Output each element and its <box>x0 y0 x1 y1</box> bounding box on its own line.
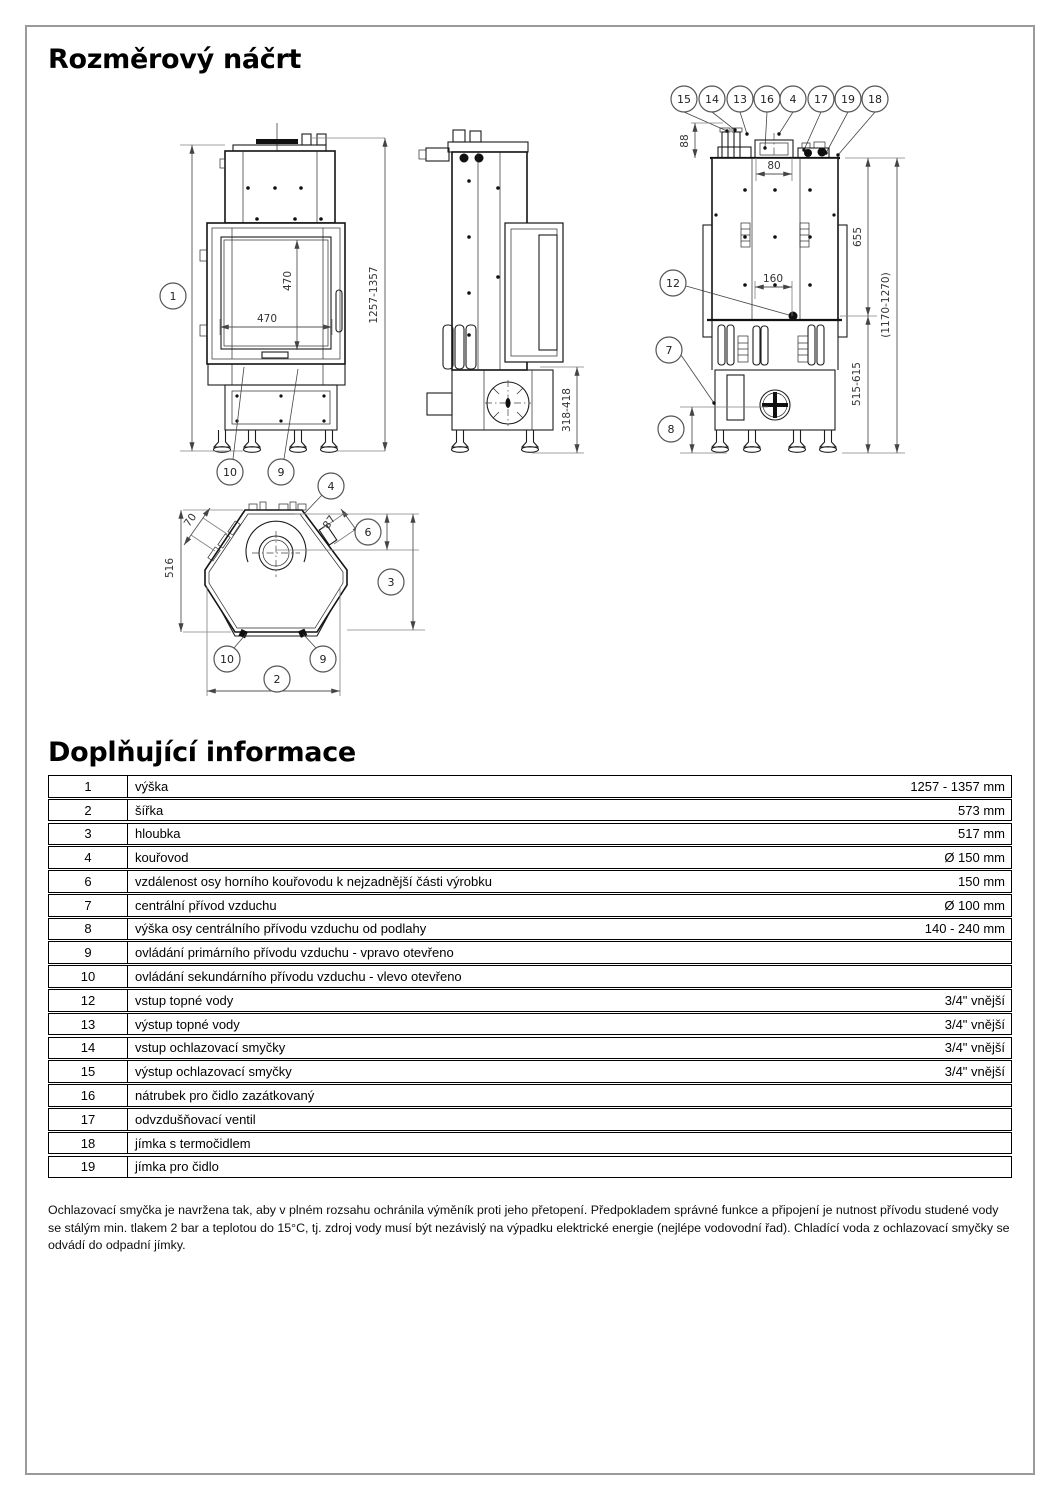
side-view <box>419 130 584 453</box>
dim-front-height: 470 <box>282 270 294 292</box>
table-row <box>48 799 1012 822</box>
info-table <box>48 775 1012 1179</box>
table-row <box>48 989 1012 1012</box>
row-number: 15 <box>49 1061 128 1082</box>
section-title: Doplňující informace <box>48 737 356 768</box>
row-label: centrální přívod vzduchu <box>135 897 277 913</box>
dim-rear-upper: 655 <box>852 226 864 248</box>
front-legs <box>214 430 338 452</box>
svg-text:10: 10 <box>220 653 234 666</box>
callout-6 <box>355 519 381 545</box>
callout-8 <box>658 416 684 442</box>
svg-text:12: 12 <box>666 277 680 290</box>
table-row <box>48 823 1012 846</box>
svg-text:16: 16 <box>760 93 774 106</box>
row-number: 17 <box>49 1109 128 1130</box>
row-label: ovládání primárního přívodu vzduchu - vpravo otevřeno <box>135 945 454 961</box>
row-number: 9 <box>49 942 128 963</box>
svg-text:6: 6 <box>364 526 372 539</box>
row-value: 140 - 240 mm <box>924 921 1005 937</box>
row-number: 4 <box>49 847 128 868</box>
row-number: 13 <box>49 1014 128 1035</box>
dim-top-height: 516 <box>164 557 176 579</box>
row-value: 3/4" vnější <box>944 1064 1005 1080</box>
callout-16 <box>754 86 780 112</box>
row-number: 14 <box>49 1038 128 1059</box>
callout-3 <box>378 569 404 595</box>
table-row <box>48 1060 1012 1083</box>
row-number: 18 <box>49 1133 128 1154</box>
row-value: 573 mm <box>958 802 1005 818</box>
row-label: výška <box>135 778 169 794</box>
dim-top-right-stub: 87 <box>320 513 339 532</box>
row-label: ovládání sekundárního přívodu vzduchu - vlevo otevřeno <box>135 969 462 985</box>
row-number: 12 <box>49 990 128 1011</box>
rear-view <box>656 86 905 453</box>
row-label: odvzdušňovací ventil <box>135 1111 256 1127</box>
table-row <box>48 894 1012 917</box>
rear-legs <box>712 430 837 452</box>
dim-rear-top: 88 <box>679 134 691 148</box>
table-row <box>48 1132 1012 1155</box>
row-label: vstup ochlazovací smyčky <box>135 1040 286 1056</box>
callout-9-top <box>310 646 336 672</box>
row-number: 7 <box>49 895 128 916</box>
callout-19 <box>835 86 861 112</box>
row-label: hloubka <box>135 826 181 842</box>
row-label: výška osy centrálního přívodu vzduchu od podlahy <box>135 921 427 937</box>
row-label: šířka <box>135 802 164 818</box>
svg-text:10: 10 <box>223 466 237 479</box>
row-value: 517 mm <box>958 826 1005 842</box>
callout-14 <box>699 86 725 112</box>
table-row <box>48 941 1012 964</box>
table-row <box>48 775 1012 798</box>
row-value: 3/4" vnější <box>944 1016 1005 1032</box>
table-row <box>48 965 1012 988</box>
row-value: 3/4" vnější <box>944 1040 1005 1056</box>
row-number: 1 <box>49 776 128 797</box>
dim-front-width: 470 <box>256 313 278 325</box>
note-text: Ochlazovací smyčka je navržena tak, aby v plném rozsahu ochránila výměník proti jeho přetopení. Předpokladem správné funkce a připojení je nutnost přívodu studené vody se stálým min. tlakem 2 bar a teplotou do 15°C, tj. zdroj vody musí být nezávislý na výpadku elektrické energie (nejlépe vodovodní řad). Chladící voda z ochlazovací smyčky se odvádí do odpadní jímky. <box>48 1203 1010 1253</box>
table-row <box>48 1037 1012 1060</box>
table-row <box>48 1108 1012 1131</box>
row-label: jímka pro čidlo <box>135 1159 219 1175</box>
row-number: 10 <box>49 966 128 987</box>
row-value: Ø 150 mm <box>944 850 1005 866</box>
table-row <box>48 1084 1012 1107</box>
callout-9-front <box>268 459 294 485</box>
callout-1 <box>160 283 186 309</box>
table-row <box>48 1156 1012 1179</box>
page-title: Rozměrový náčrt <box>48 44 302 75</box>
table-row <box>48 846 1012 869</box>
front-view <box>160 123 385 485</box>
row-number: 16 <box>49 1085 128 1106</box>
callout-15 <box>671 86 697 112</box>
row-label: výstup ochlazovací smyčky <box>135 1064 292 1080</box>
svg-text:13: 13 <box>733 93 747 106</box>
row-number: 6 <box>49 871 128 892</box>
top-view <box>164 473 425 696</box>
svg-text:14: 14 <box>705 93 719 106</box>
table-row <box>48 918 1012 941</box>
row-number: 2 <box>49 800 128 821</box>
row-number: 3 <box>49 824 128 845</box>
svg-text:4: 4 <box>789 93 797 106</box>
row-value: 3/4" vnější <box>944 992 1005 1008</box>
row-number: 8 <box>49 919 128 940</box>
svg-text:9: 9 <box>277 466 285 479</box>
row-label: vstup topné vody <box>135 992 234 1008</box>
row-value: 150 mm <box>958 873 1005 889</box>
svg-text:2: 2 <box>273 673 281 686</box>
callout-18 <box>862 86 888 112</box>
dim-top-left-stub: 70 <box>181 511 200 530</box>
svg-text:17: 17 <box>814 93 828 106</box>
row-label: nátrubek pro čidlo zazátkovaný <box>135 1087 315 1103</box>
dim-rear-total: (1170-1270) <box>880 272 892 338</box>
callout-10-front <box>217 459 243 485</box>
callout-17 <box>808 86 834 112</box>
svg-text:18: 18 <box>868 93 882 106</box>
technical-drawing <box>27 85 1033 740</box>
callout-13 <box>727 86 753 112</box>
dim-rear-water-spacing: 160 <box>762 273 784 285</box>
row-label: vzdálenost osy horního kouřovodu k nejzadnější části výrobku <box>135 873 492 889</box>
row-label: kouřovod <box>135 850 189 866</box>
row-value: 1257 - 1357 mm <box>910 778 1005 794</box>
row-label: výstup topné vody <box>135 1016 240 1032</box>
row-label: jímka s termočidlem <box>135 1135 251 1151</box>
callout-7 <box>656 337 682 363</box>
svg-text:1: 1 <box>169 290 177 303</box>
callout-12 <box>660 270 686 296</box>
svg-text:8: 8 <box>667 423 675 436</box>
callout-10-top <box>214 646 240 672</box>
svg-text:15: 15 <box>677 93 691 106</box>
side-legs <box>452 430 539 452</box>
dim-side-depth: 318-418 <box>561 388 573 432</box>
svg-text:4: 4 <box>327 480 335 493</box>
callout-4-rear <box>780 86 806 112</box>
row-value: Ø 100 mm <box>944 897 1005 913</box>
callout-4-top <box>318 473 344 499</box>
dim-rear-lower: 515-615 <box>851 362 863 406</box>
table-row <box>48 1013 1012 1036</box>
table-row <box>48 870 1012 893</box>
dim-total-height: 1257-1357 <box>368 266 380 324</box>
svg-text:19: 19 <box>841 93 855 106</box>
svg-text:9: 9 <box>319 653 327 666</box>
svg-text:3: 3 <box>387 576 395 589</box>
row-number: 19 <box>49 1157 128 1178</box>
svg-text:7: 7 <box>665 344 673 357</box>
callout-2 <box>264 666 290 692</box>
dim-rear-flue-offset: 80 <box>767 160 781 172</box>
